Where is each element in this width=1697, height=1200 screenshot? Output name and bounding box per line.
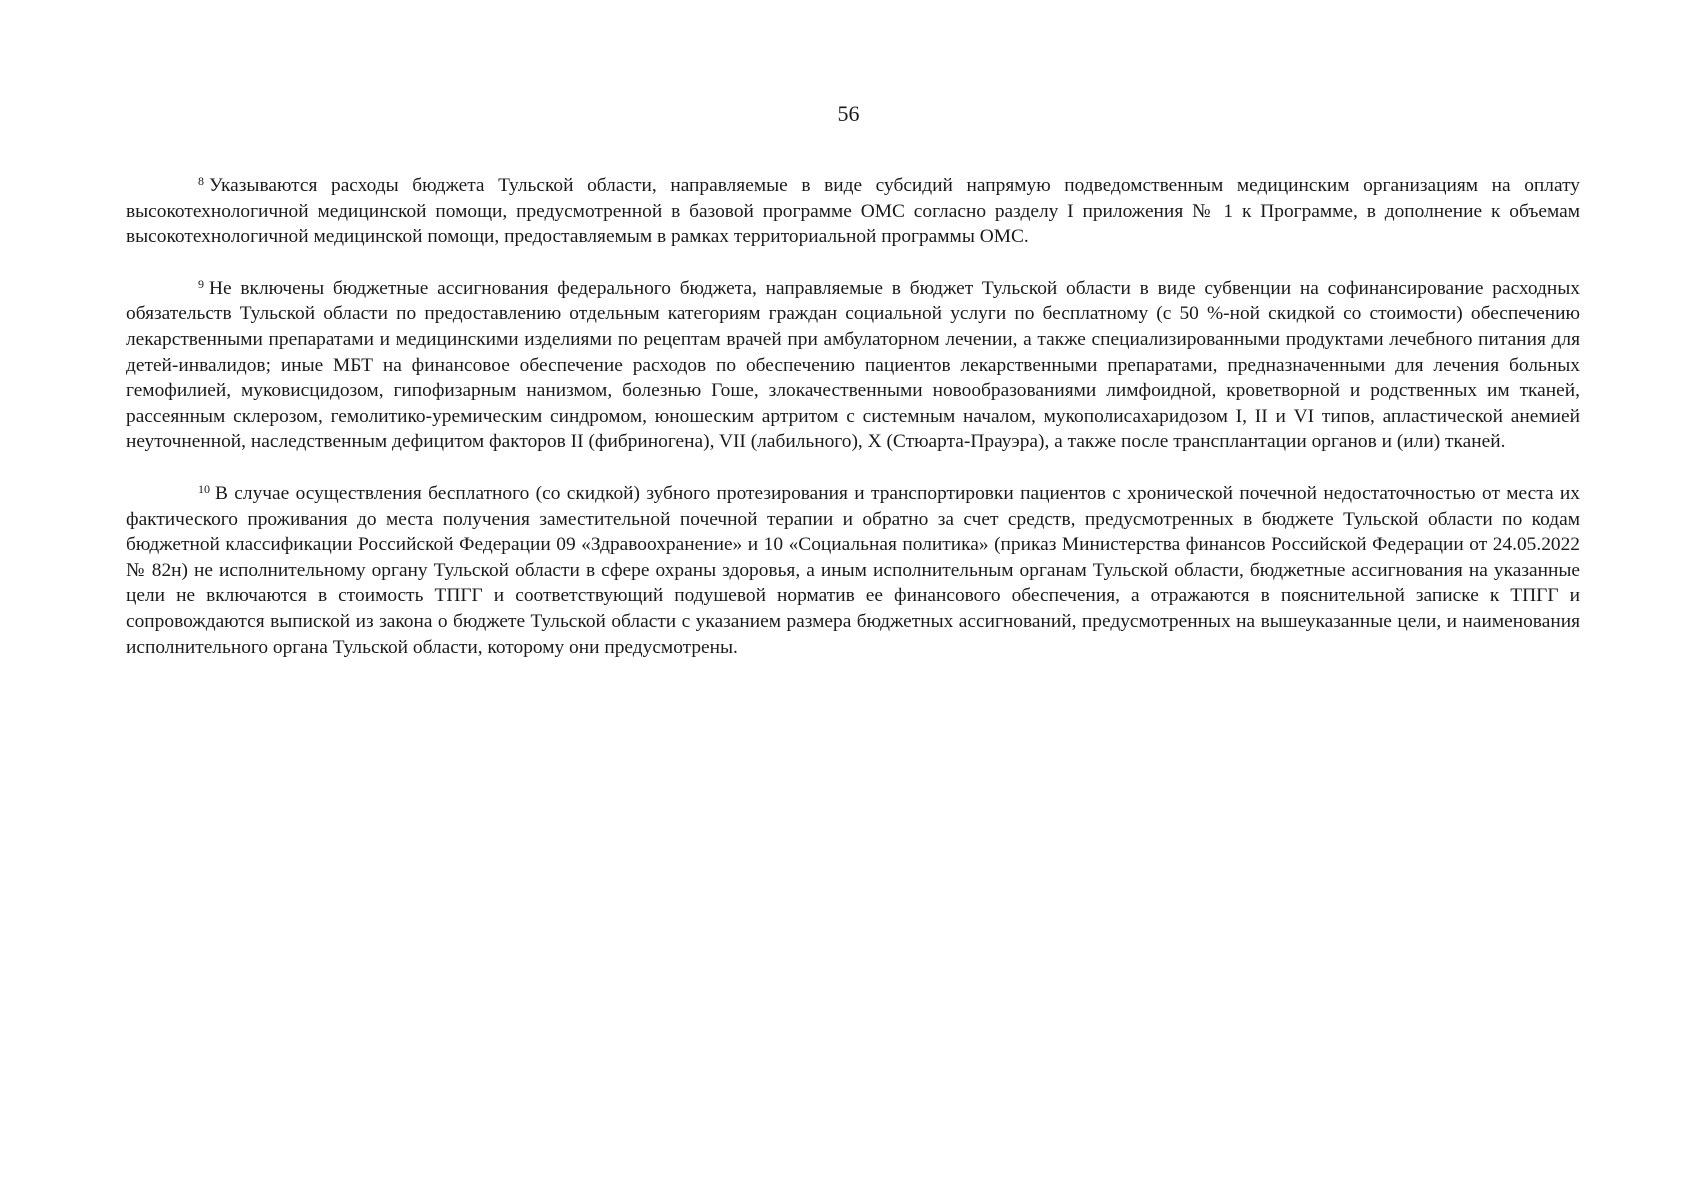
footnote-marker: 9 xyxy=(198,276,204,291)
page-number: 56 xyxy=(837,101,860,126)
footnote-text: Не включены бюджетные ассигнования федерального бюджета, направляемые в бюджет Тульской области в виде субвенции на софинансирование расходных обязательств Тульской области по предоставлению отдельным категориям граждан социальной услуги по бесплатному (с 50 %-ной скидкой со стоимости) обеспечению лекарственными препаратами и медицинскими изделиями по рецептам врачей при амбулаторном лечении, а также специализированными продуктами лечебного питания для детей-инвалидов; иные МБТ на финансовое обеспечение расходов по обеспечению пациентов лекарственными препаратами, предназначенными для лечения больных гемофилией, муковисцидозом, гипофизарным нанизмом, болезнью Гоше, злокачественными новообразованиями лимфоидной, кроветворной и родственных им тканей, рассеянным склерозом, гемолитико-уремическим синдромом, юношеским артритом с системным началом, мукополисахаридозом I, II и VI типов, апластической анемией неуточненной, наследственным дефицитом факторов II (фибриногена), VII (лабильного), X (Стюарта-Прауэра), а также после трансплантации органов и (или) тканей. xyxy=(126,277,1580,453)
footnote-marker: 8 xyxy=(198,174,204,188)
footnotes-section xyxy=(126,173,1580,686)
footnote-10 xyxy=(126,481,1580,660)
footnote-8 xyxy=(126,173,1580,250)
footnote-marker: 10 xyxy=(198,481,210,496)
footnote-text: В случае осуществления бесплатного (со скидкой) зубного протезирования и транспортировки пациентов с хронической почечной недостаточностью от места их фактического проживания до места получения заместительной почечной терапии и обратно за счет средств, предусмотренных в бюджете Тульской области по кодам бюджетной классификации Российской Федерации 09 «Здравоохранение» и 10 «Социальная политика» (приказ Министерства финансов Российской Федерации от 24.05.2022 № 82н) не исполнительному органу Тульской области в сфере охраны здоровья, а иным исполнительным органам Тульской области, бюджетные ассигнования на указанные цели не включаются в стоимость ТПГГ и соответствующий подушевой норматив ее финансового обеспечения, а отражаются в пояснительной записке к ТПГГ и сопровождаются выпиской из закона о бюджете Тульской области с указанием размера бюджетных ассигнований, предусмотренных на вышеуказанные цели, и наименования исполнительного органа Тульской области, которому они предусмотрены. xyxy=(126,482,1580,658)
footnote-text: Указываются расходы бюджета Тульской области, направляемые в виде субсидий напрямую подведомственным медицинским организациям на оплату высокотехнологичной медицинской помощи, предусмотренной в базовой программе ОМС согласно разделу I приложения № 1 к Программе, в дополнение к объемам высокотехнологичной медицинской помощи, предоставляемым в рамках территориальной программы ОМС. xyxy=(126,175,1580,248)
footnote-9 xyxy=(126,276,1580,455)
